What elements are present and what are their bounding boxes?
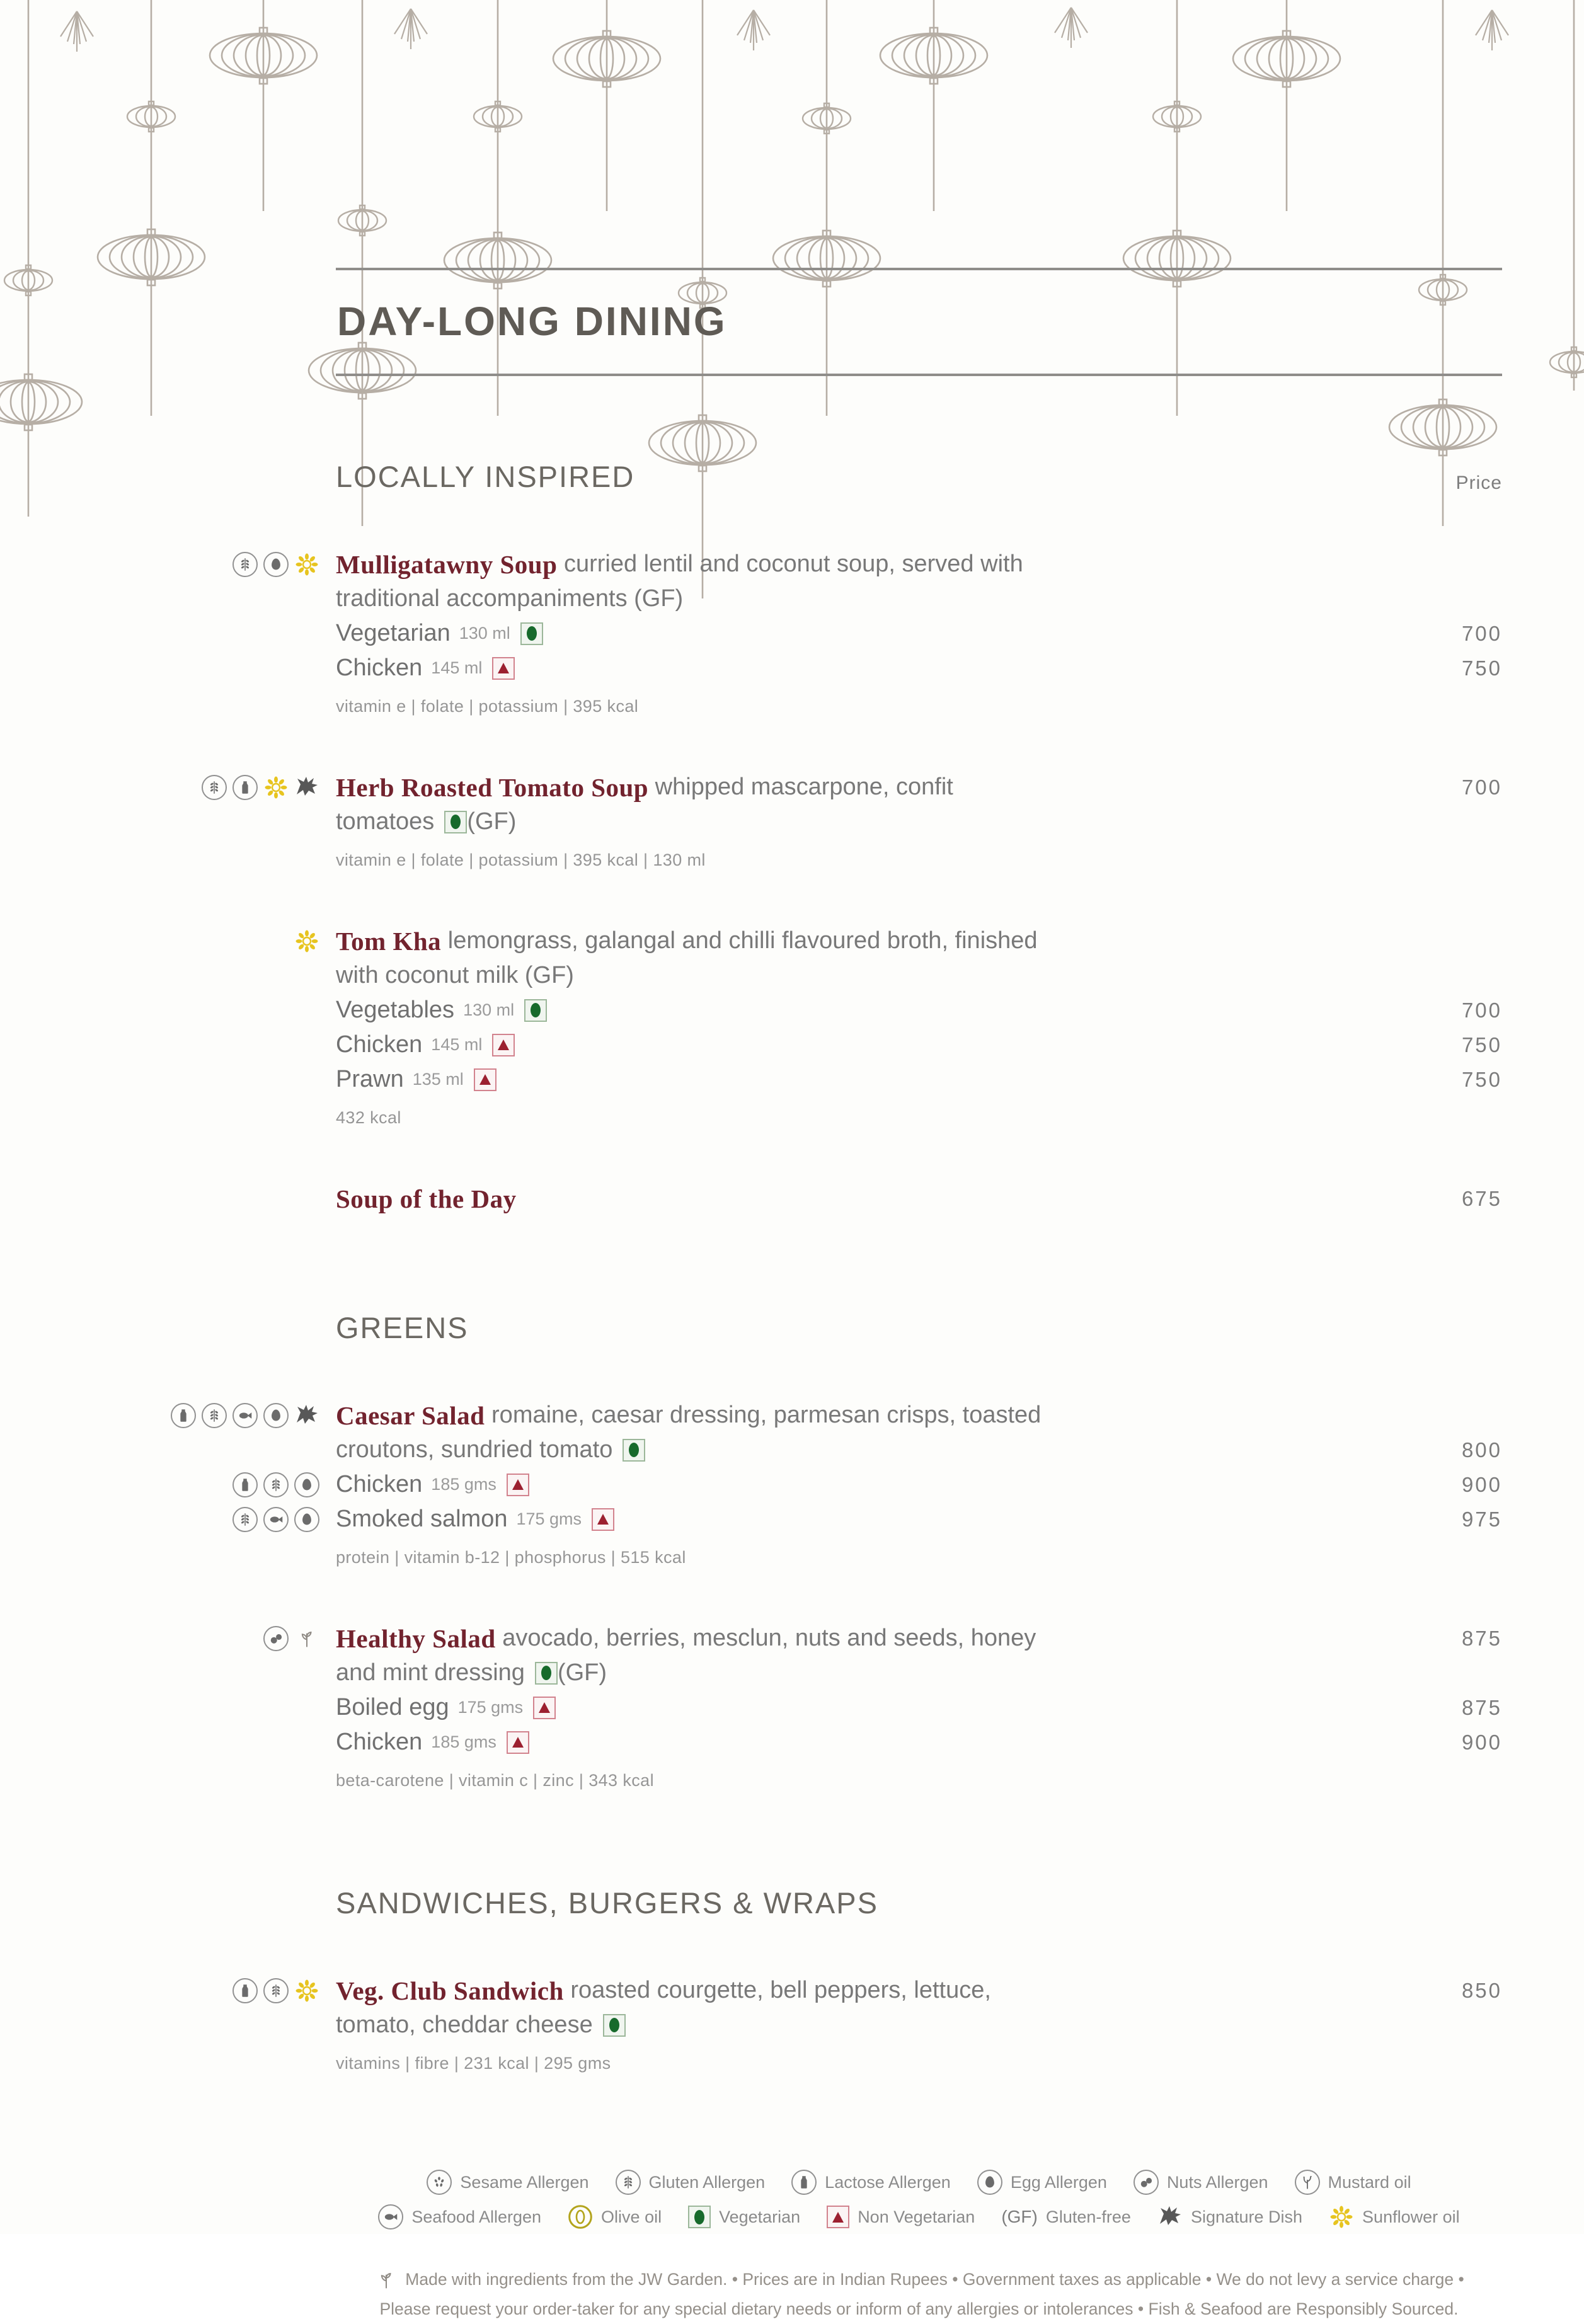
legend-label: Lactose Allergen [825,2172,951,2192]
sunflower-oil-icon [294,552,319,577]
dish-description: traditional accompaniments (GF) [336,585,684,612]
gluten-allergen-icon [202,775,227,800]
menu-item-line [336,924,1502,958]
non-vegetarian-icon [507,1474,529,1496]
item-price: 750 [1461,1033,1502,1056]
legend-row [378,2204,1459,2230]
legend-entry-olive-oil [568,2204,662,2230]
legend-entry-non-vegetarian [827,2206,975,2228]
dish-description: curried lentil and coconut soup, served with [557,551,1023,577]
menu-section [336,459,1502,1216]
dish-name: Herb Roasted Tomato Soup [336,772,649,802]
menu-sections [336,459,1502,2074]
legend-entry-mustard-oil [1295,2170,1411,2195]
legend-label: Sesame Allergen [460,2172,589,2192]
egg-allergen-icon [263,1403,289,1428]
menu-item-line [336,993,1502,1027]
sunflower-oil-icon [294,1978,319,2003]
egg-allergen-icon [263,552,289,577]
item-price: 700 [1461,998,1502,1022]
dish-description: avocado, berries, mesclun, nuts and seeds, honey [495,1625,1036,1651]
seafood-allergen-icon [378,2204,403,2230]
seafood-allergen-icon [232,1403,258,1428]
dish-name: Caesar Salad [336,1400,485,1430]
jw-garden-icon [294,1626,319,1651]
vegetarian-icon [520,622,543,645]
footer-disclaimer [336,2265,1502,2324]
nutrition-info: protein | vitamin b-12 | phosphorus | 515 kcal [336,1547,686,1567]
section-header [336,1310,1502,1345]
item-price: 875 [1461,1626,1502,1650]
variant-label: Chicken [336,1729,423,1755]
item-icons [294,929,319,954]
menu-section [336,1310,1502,1791]
menu-item [336,547,1502,717]
menu-item-line [336,1621,1502,1656]
dish-name: Mulligatawny Soup [336,549,558,579]
legend-entry-sesame-allergen [427,2170,588,2195]
menu-item-line [336,581,1502,616]
item-icons [232,552,319,577]
gluten-allergen-icon [263,1472,289,1497]
dish-description: romaine, caesar dressing, parmesan crisps, toasted [485,1402,1042,1428]
menu-item-line [336,1656,1502,1690]
seafood-allergen-icon [263,1507,289,1532]
dish-description: whipped mascarpone, confit [648,774,953,800]
non-vegetarian-icon [507,1731,529,1754]
dish-description: (GF) [467,808,517,835]
menu-item [336,1973,1502,2074]
signature-dish-icon [294,775,319,800]
sunflower-oil-icon [294,929,319,954]
item-price: 675 [1461,1186,1502,1210]
menu-item-line [336,1433,1502,1467]
non-vegetarian-icon [492,657,515,680]
legend-label: Egg Allergen [1010,2172,1107,2192]
legend-entry-egg-allergen [977,2170,1107,2195]
legend-entry-sunflower-oil [1329,2204,1460,2230]
vegetarian-icon [688,2206,711,2228]
item-price: 850 [1461,1978,1502,2002]
menu-item-line [336,1398,1502,1433]
legend-label: Nuts Allergen [1166,2172,1268,2192]
dish-description: croutons, sundried tomato [336,1436,613,1463]
dish-name: Veg. Club Sandwich [336,1976,564,2005]
menu-item-line [336,695,1502,717]
dish-description: lemongrass, galangal and chilli flavoured broth, finished [441,927,1038,954]
sunflower-oil-icon [263,775,289,800]
legend-entry-nuts-allergen [1133,2170,1268,2195]
vegetarian-icon [623,1439,645,1462]
nuts-allergen-icon [263,1626,289,1651]
menu-item-line [336,1770,1502,1791]
variant-label: Smoked salmon [336,1506,508,1532]
gluten-allergen-icon [232,1507,258,1532]
signature-dish-icon [1157,2204,1183,2230]
section-header [336,459,1502,494]
menu-item-line [336,651,1502,685]
gluten-free-icon: (GF) [1001,2207,1038,2226]
legend-label: Gluten Allergen [648,2172,766,2192]
vegetarian-icon [444,811,467,833]
item-price: 800 [1461,1438,1502,1462]
legend-label: Vegetarian [719,2207,801,2226]
vegetarian-icon [524,999,547,1022]
menu-item-line [336,804,1502,839]
item-icons [202,775,319,800]
variant-quantity: 130 ml [459,624,510,643]
section-title: SANDWICHES, BURGERS & WRAPS [336,1886,878,1920]
menu-item [336,1621,1502,1791]
title-rule-bottom [336,374,1502,376]
variant-quantity: 185 gms [431,1475,496,1494]
section-header [336,1886,1502,1920]
menu-item-line [336,1690,1502,1725]
menu-item-line [336,2008,1502,2042]
non-vegetarian-icon [492,1034,515,1056]
footer-text: Please request your order-taker for any special dietary needs or inform of any allergies or intolerances • Fish & Seafood are Responsibly Sourced. [379,2299,1459,2318]
vegetarian-icon [603,2014,626,2037]
variant-label: Chicken [336,655,423,681]
legend-entry-signature-dish [1157,2204,1302,2230]
egg-allergen-icon [294,1507,319,1532]
title-rule-top [336,268,1502,270]
variant-label: Chicken [336,1471,423,1497]
sesame-allergen-icon [427,2170,452,2195]
egg-allergen-icon [294,1472,319,1497]
egg-allergen-icon [977,2170,1002,2195]
variant-label: Prawn [336,1066,404,1092]
olive-oil-icon [568,2204,593,2230]
legend-label: Seafood Allergen [411,2207,542,2226]
legend-entry-lactose-allergen [791,2170,951,2195]
dish-description: and mint dressing [336,1659,525,1686]
nutrition-info: beta-carotene | vitamin c | zinc | 343 kcal [336,1770,654,1790]
variant-quantity: 145 ml [431,658,483,677]
dish-description: tomatoes [336,808,435,835]
menu-item [336,1181,1502,1216]
section-title: GREENS [336,1311,469,1344]
non-vegetarian-icon [827,2206,849,2228]
non-vegetarian-icon [592,1508,614,1531]
legend-row [427,2170,1411,2195]
variant-quantity: 185 gms [431,1732,496,1751]
lactose-allergen-icon [171,1403,196,1428]
non-vegetarian-icon [533,1697,556,1719]
item-price: 750 [1461,656,1502,680]
variant-quantity: 145 ml [431,1035,483,1054]
dish-name: Soup of the Day [336,1184,517,1213]
menu-item-line [336,1502,1502,1537]
dish-description: (GF) [557,1659,607,1686]
legend-label: Gluten-free [1045,2207,1131,2226]
menu-item-line [336,1725,1502,1760]
gluten-allergen-icon [616,2170,641,2195]
menu-item-line [336,770,1502,804]
gluten-allergen-icon [202,1403,227,1428]
jw-garden-icon [374,2267,399,2293]
legend-label: Non Vegetarian [858,2207,975,2226]
section-title: LOCALLY INSPIRED [336,460,635,493]
footer-line [336,2294,1502,2324]
legend-label: Signature Dish [1190,2207,1303,2226]
mustard-oil-icon [1295,2170,1320,2195]
menu-section [336,1886,1502,2074]
variant-label: Boiled egg [336,1694,449,1720]
dish-name: Tom Kha [336,926,442,956]
dish-description: tomato, cheddar cheese [336,2012,593,2038]
legend-entry-seafood-allergen [378,2204,541,2230]
vegetarian-icon [535,1662,558,1685]
menu-item-line [336,1467,1502,1502]
menu-item-line [336,958,1502,993]
item-price: 900 [1461,1730,1502,1754]
dish-description: roasted courgette, bell peppers, lettuce, [563,1977,991,2003]
item-icons [171,1403,319,1428]
menu-item-line [336,1973,1502,2008]
menu-item [336,770,1502,871]
legend-label: Mustard oil [1328,2172,1411,2192]
gluten-allergen-icon [232,552,258,577]
sunflower-oil-icon [1329,2204,1354,2230]
menu-item-line [336,1062,1502,1097]
item-icons [232,1978,319,2003]
item-icons [263,1626,319,1651]
menu-item-line [336,849,1502,871]
nuts-allergen-icon [1133,2170,1159,2195]
variant-quantity: 130 ml [463,1000,515,1019]
menu-item-line [336,616,1502,651]
item-price: 900 [1461,1472,1502,1496]
footer-text: Made with ingredients from the JW Garden. • Prices are in Indian Rupees • Government taxes as applicable • We do not levy a service charge • [405,2270,1464,2289]
dish-description: with coconut milk (GF) [336,962,574,988]
lactose-allergen-icon [232,1472,258,1497]
nutrition-info: 432 kcal [336,1108,401,1127]
page-title: DAY-LONG DINING [337,299,727,344]
dish-name: Healthy Salad [336,1623,496,1653]
signature-dish-icon [294,1403,319,1428]
nutrition-info: vitamins | fibre | 231 kcal | 295 gms [336,2053,611,2073]
legend [336,2170,1502,2230]
item-price: 700 [1461,775,1502,799]
item-price: 750 [1461,1067,1502,1091]
legend-label: Olive oil [601,2207,662,2226]
variant-label: Chicken [336,1031,423,1058]
price-column-label: Price [1455,472,1502,493]
nutrition-info: vitamin e | folate | potassium | 395 kcal [336,696,639,716]
variant-quantity: 175 gms [457,1698,524,1717]
legend-label: Sunflower oil [1362,2207,1460,2226]
menu-item-line [336,1547,1502,1568]
legend-entry-gf [1001,2207,1131,2227]
item-icons [232,1472,319,1497]
footer-line [336,2265,1502,2294]
menu-item-line [336,547,1502,581]
legend-entry-gluten-allergen [616,2170,766,2195]
item-price: 975 [1461,1507,1502,1531]
legend-entry-vegetarian [688,2206,800,2228]
item-icons [232,1507,319,1532]
variant-label: Vegetables [336,997,455,1023]
menu-item-line [336,1181,1502,1216]
item-price: 700 [1461,621,1502,645]
variant-label: Vegetarian [336,620,451,646]
variant-quantity: 175 gms [516,1509,582,1528]
lactose-allergen-icon [232,1978,258,2003]
variant-quantity: 135 ml [412,1070,464,1089]
item-price: 875 [1461,1695,1502,1719]
gluten-allergen-icon [263,1978,289,2003]
lactose-allergen-icon [232,775,258,800]
nutrition-info: vitamin e | folate | potassium | 395 kcal | 130 ml [336,850,706,869]
menu-item-line [336,2052,1502,2074]
non-vegetarian-icon [474,1068,496,1091]
lactose-allergen-icon [791,2170,817,2195]
menu-item-line [336,1107,1502,1128]
menu-item [336,1398,1502,1568]
menu-item-line [336,1027,1502,1062]
menu-item [336,924,1502,1128]
